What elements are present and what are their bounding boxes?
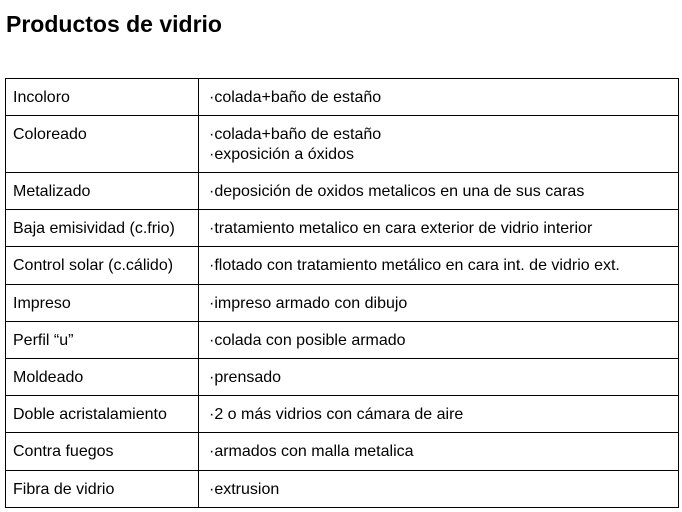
product-name: Doble acristalamiento [13,406,167,423]
product-description-cell [199,396,679,433]
product-name-cell [6,173,199,210]
product-name: Contra fuegos [13,443,114,460]
description-line: ·exposición a óxidos [209,146,354,163]
description-line: ·prensado [209,369,282,386]
product-name-cell [6,471,199,508]
product-name-cell [6,359,199,396]
table-row [6,79,679,116]
product-description-cell [199,322,679,359]
table-row [6,471,679,508]
product-name-cell [6,322,199,359]
product-name: Perfil “u” [13,332,74,349]
table-row [6,116,679,173]
description-line: ·armados con malla metalica [209,443,414,460]
table-row [6,285,679,322]
description-line: ·colada+baño de estaño [209,126,382,143]
description-line: ·deposición de oxidos metalicos en una de sus caras [209,183,585,200]
product-name-cell [6,210,199,247]
product-description-cell [199,471,679,508]
table-row [6,359,679,396]
product-name: Impreso [13,295,71,312]
description-line: ·flotado con tratamiento metálico en cara int. de vidrio ext. [209,257,620,274]
table-row [6,433,679,471]
product-name: Incoloro [13,89,70,106]
product-name-cell [6,433,199,471]
page-title: Productos de vidrio [6,11,222,37]
product-description-cell [199,116,679,173]
table-row [6,322,679,359]
product-description-cell [199,247,679,285]
description-line: ·tratamiento metalico en cara exterior de vidrio interior [209,220,593,237]
table-row [6,247,679,285]
products-table [5,78,679,508]
description-line: ·impreso armado con dibujo [209,295,408,312]
description-line: ·extrusion [209,481,280,498]
product-name-cell [6,396,199,433]
product-name-cell [6,285,199,322]
product-description-cell [199,210,679,247]
product-description-cell [199,433,679,471]
product-name-cell [6,116,199,173]
table-row [6,173,679,210]
product-description-cell [199,79,679,116]
product-description-cell [199,173,679,210]
table-row [6,396,679,433]
product-name: Baja emisividad (c.frio) [13,220,175,237]
table-row [6,210,679,247]
description-line: ·colada+baño de estaño [209,89,382,106]
product-name: Coloreado [13,126,87,143]
product-name: Fibra de vidrio [13,481,115,498]
description-line: ·2 o más vidrios con cámara de aire [209,406,464,423]
product-description-cell [199,285,679,322]
description-line: ·colada con posible armado [209,332,406,349]
product-name: Moldeado [13,369,84,386]
product-name-cell [6,79,199,116]
product-name: Control solar (c.cálido) [13,257,174,274]
product-name-cell [6,247,199,285]
product-name: Metalizado [13,183,91,200]
product-description-cell [199,359,679,396]
